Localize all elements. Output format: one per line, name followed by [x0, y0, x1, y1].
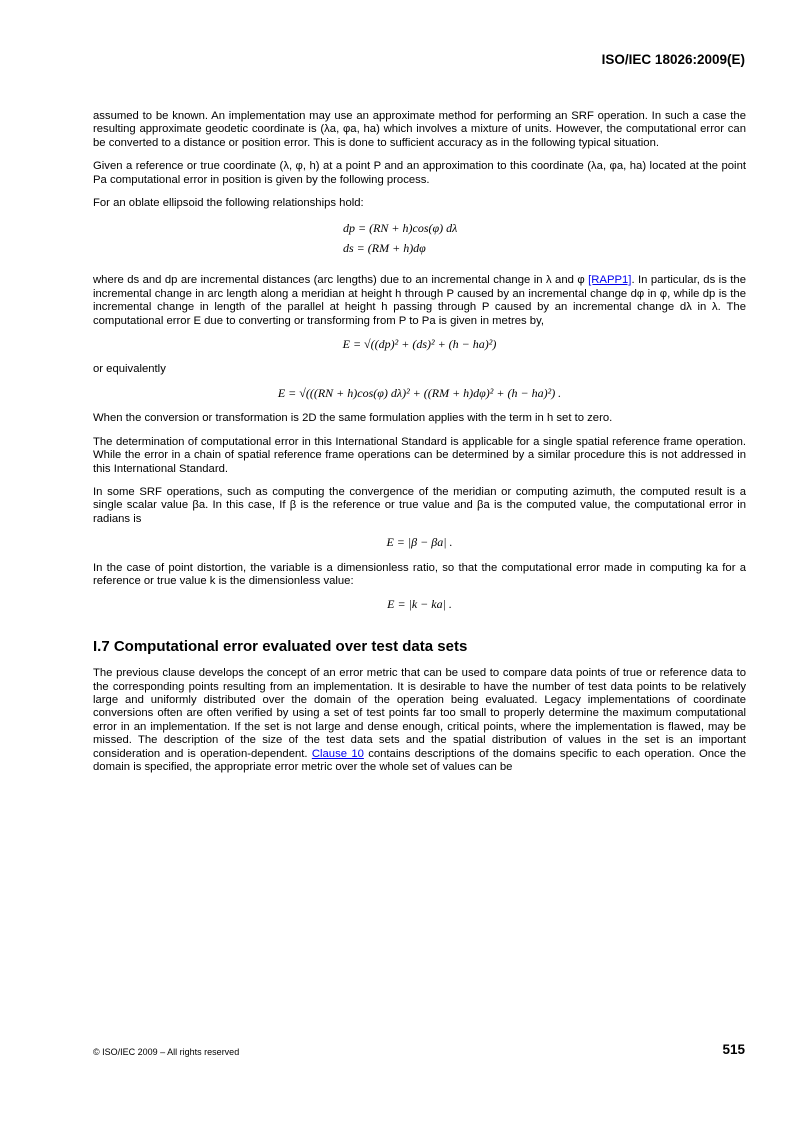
- paragraph-test-data-sets-text-1: The previous clause develops the concept of an error metric that can be used to compare data points of true or reference data to the corresponding points resulting from an implementation. It is desirable to have the number of test data points to be relatively large and uniformly distributed over the domain of the operation being evaluated. Legacy implementations of coordinate conversions often are often verified by using a set of test points far too small to properly determine the maximum computational error in an implementation. If the set is not large and dense enough, critical points, where the implementation is flawed, may be missed. The description of the size of the test data sets and the spatial distribution of values in the set is an important consideration and is operation-dependent.: [93, 667, 746, 760]
- page-number: 515: [722, 1042, 745, 1057]
- equation-error-position: E = √((dp)² + (ds)² + (h − ha)²): [342, 337, 497, 352]
- paragraph-2d: When the conversion or transformation is 2D the same formulation applies with the term in h set to zero.: [93, 412, 613, 425]
- paragraph-incremental-distances-text-1: where ds and dp are incremental distances (arc lengths) due to an incremental change in λ and φ: [93, 274, 589, 287]
- paragraph-determination: The determination of computational error in this International Standard is applicable for a single spatial reference frame operation. While the error in a chain of spatial reference frame operations can be determined by a similar procedure this is not addressed in this International Standard.: [93, 435, 746, 475]
- paragraph-point-distortion: In the case of point distortion, the variable is a dimensionless ratio, so that the computational error made in computing ka for a reference or true value k is the dimensionless value:: [93, 561, 746, 587]
- equation-error-distortion: E = |k − ka| .: [387, 597, 452, 612]
- paragraph-oblate-ellipsoid: For an oblate ellipsoid the following relationships hold:: [93, 197, 364, 210]
- equation-block-incremental: [93, 220, 746, 264]
- reference-link-rapp1[interactable]: [RAPP1]: [588, 274, 632, 287]
- paragraph-scalar-value: In some SRF operations, such as computing the convergence of the meridian or computing azimuth, the computed result is a single scalar value βa. In this case, If β is the reference or true value and βa is the computed value, the computational error in radians is: [93, 485, 746, 525]
- equation-ds: ds = (RM + h)dφ: [343, 241, 426, 256]
- equation-error-expanded: E = √(((RN + h)cos(φ) dλ)² + ((RM + h)dφ)² + (h − ha)²) .: [277, 385, 562, 400]
- paragraph-incremental-distances-text-2: . In particular, ds is the incremental change in arc length along a meridian at height h through P caused by an incremental change dφ in φ, while dp is the incremental change in length of the parallel at height h passing through P caused by an incremental change dλ in λ. The computational error E due to converting or transforming from P to Pa is given in metres by,: [93, 274, 746, 327]
- standard-header: ISO/IEC 18026:2009(E): [601, 52, 745, 67]
- paragraph-incremental-distances: [93, 274, 746, 328]
- equation-dp: dp = (RN + h)cos(φ) dλ: [343, 221, 458, 236]
- paragraph-test-data-sets-text-2: contains descriptions of the domains specific to each operation. Once the domain is specified, the appropriate error metric over the whole set of values can be: [93, 747, 746, 773]
- paragraph-reference-coordinate: Given a reference or true coordinate (λ, φ, h) at a point P and an approximation to this coordinate (λa, φa, ha) located at the point Pa computational error in position is given by the following process.: [93, 160, 746, 186]
- paragraph-approximate-method: assumed to be known. An implementation may use an approximate method for performing an SRF operation. In such a case the resulting approximate geodetic coordinate is (λa, φa, ha) which involves a mixture of units. However, the computational error can be converted to a distance or position error. This is done to sufficient accuracy as in the following typical situation.: [93, 110, 746, 149]
- section-heading: I.7 Computational error evaluated over test data sets: [93, 637, 468, 655]
- clause-10-link[interactable]: Clause 10: [311, 747, 364, 760]
- paragraph-or-equivalently: or equivalently: [93, 363, 166, 376]
- equation-error-scalar: E = |β − βa| .: [386, 535, 453, 550]
- paragraph-test-data-sets: [93, 667, 746, 774]
- main-content: [93, 110, 746, 784]
- copyright-notice: © ISO/IEC 2009 – All rights reserved: [93, 1047, 240, 1057]
